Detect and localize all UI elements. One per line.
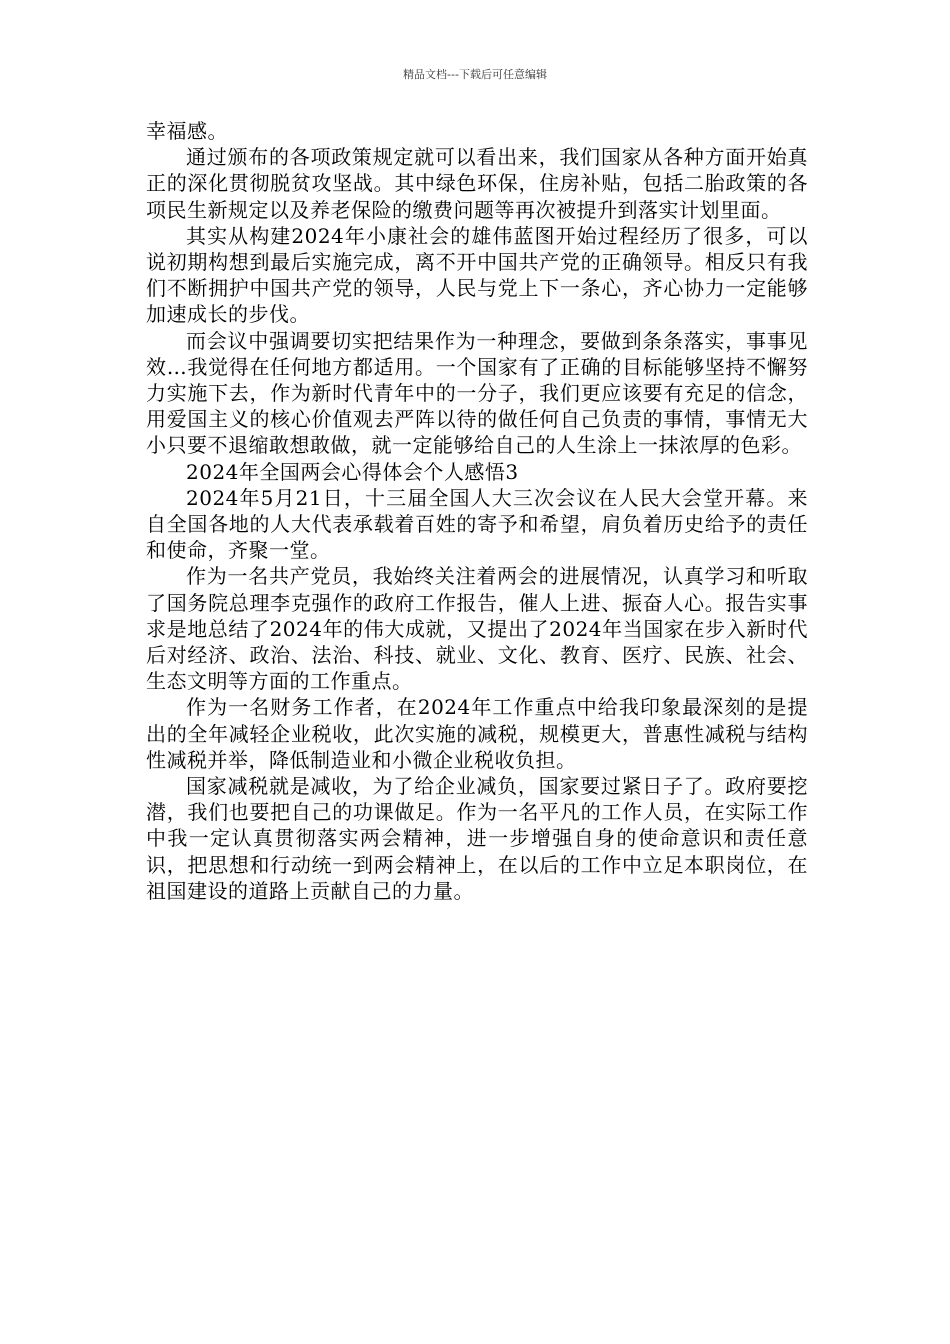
section-heading: 2024年全国两会心得体会个人感悟3 [186,459,519,484]
paragraph: 2024年5月21日，十三届全国人大三次会议在人民大会堂开幕。来自全国各地的人大代表承载着百姓的寄予和希望，肩负着历史给予的责任和使命，齐聚一堂。 [146,485,808,563]
paragraph: 而会议中强调要切实把结果作为一种理念，要做到条条落实，事事见效…我觉得在任何地方都适用。一个国家有了正确的目标能够坚持不懈努力实施下去，作为新时代青年中的一分子，我们更应该要有充足的信念，用爱国主义的核心价值观去严阵以待的做任何自己负责的事情，事情无大小只要不退缩敢想敢做，就一定能够给自己的人生涂上一抹浓厚的色彩。 [146,328,808,458]
paragraph: 幸福感。 [146,119,228,143]
page-header: 精品文档---下载后可任意编辑 [403,68,547,81]
paragraph: 其实从构建2024年小康社会的雄伟蓝图开始过程经历了很多，可以说初期构想到最后实施完成，离不开中国共产党的正确领导。相反只有我们不断拥护中国共产党的领导，人民与党上下一条心，齐心协力一定能够加速成长的步伐。 [146,223,808,327]
paragraph: 国家减税就是减收，为了给企业减负，国家要过紧日子了。政府要挖潜，我们也要把自己的功课做足。作为一名平凡的工作人员，在实际工作中我一定认真贯彻落实两会精神，进一步增强自身的使命意识和责任意识，把思想和行动统一到两会精神上，在以后的工作中立足本职岗位，在祖国建设的道路上贡献自己的力量。 [146,774,808,903]
paragraph: 作为一名共产党员，我始终关注着两会的进展情况，认真学习和听取了国务院总理李克强作的政府工作报告，催人上进、振奋人心。报告实事求是地总结了2024年的伟大成就，又提出了2024年当国家在步入新时代后对经济、政治、法治、科技、就业、文化、教育、医疗、民族、社会、生态文明等方面的工作重点。 [146,564,808,694]
paragraph: 通过颁布的各项政策规定就可以看出来，我们国家从各种方面开始真正的深化贯彻脱贫攻坚战。其中绿色环保，住房补贴，包括二胎政策的各项民生新规定以及养老保险的缴费问题等再次被提升到落实计划里面。 [146,145,808,222]
paragraph: 作为一名财务工作者，在2024年工作重点中给我印象最深刻的是提出的全年减轻企业税收，此次实施的减税，规模更大，普惠性减税与结构性减税并举，降低制造业和小微企业税收负担。 [146,695,808,772]
document-body [146,118,808,904]
